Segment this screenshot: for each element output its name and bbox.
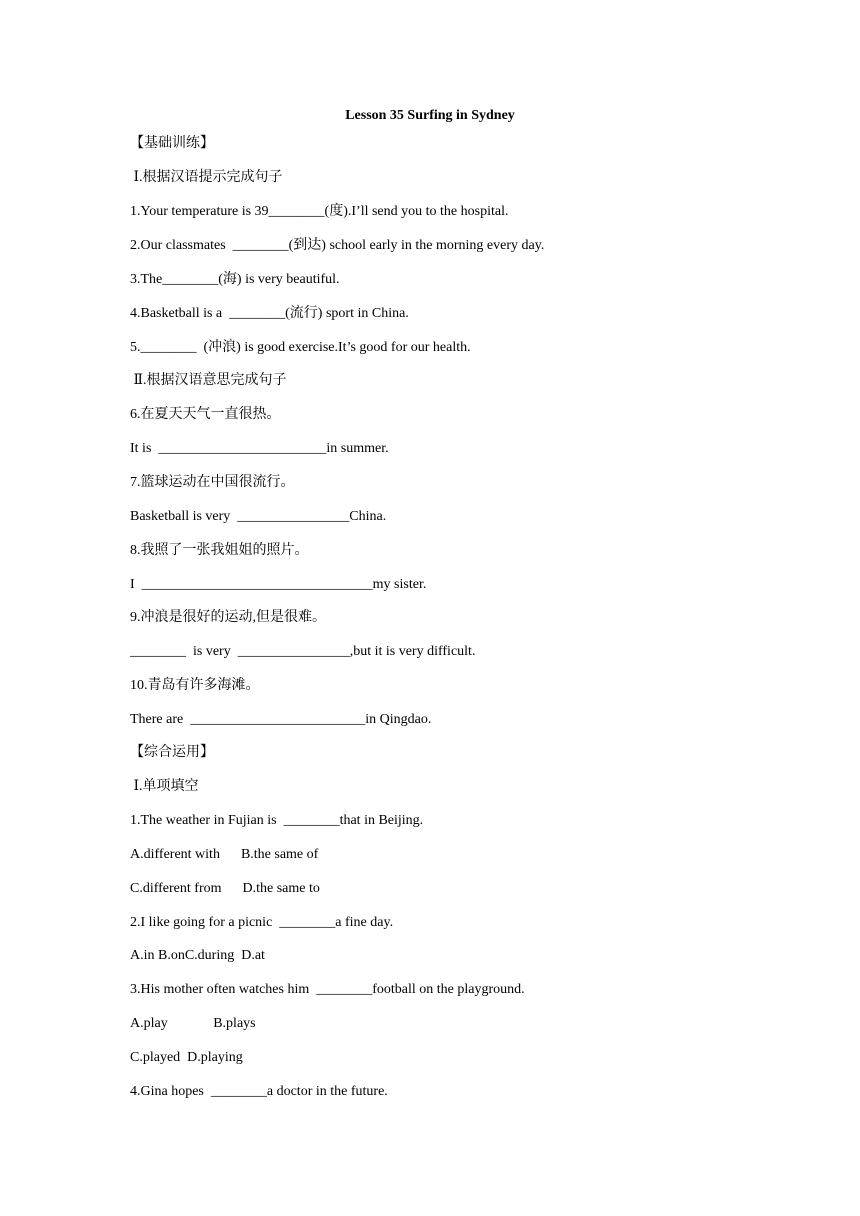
question-6-answer-line: It is ________________________in summer. — [130, 441, 389, 456]
question-1: 1.Your temperature is 39________(度).I’ll send you to the hospital. — [130, 204, 509, 219]
mc-question-3: 3.His mother often watches him ________football on the playground. — [130, 982, 525, 997]
question-10-answer-line: There are _________________________in Qingdao. — [130, 712, 432, 727]
part-heading-single-choice: Ⅰ.单项填空 — [130, 779, 199, 794]
question-9-prompt: 9.冲浪是很好的运动,但是很难。 — [130, 610, 326, 625]
question-6-prompt: 6.在夏天天气一直很热。 — [130, 407, 281, 422]
mc-question-2-options: A.in B.onC.during D.at — [130, 948, 265, 963]
question-10-prompt: 10.青岛有许多海滩。 — [130, 678, 260, 693]
question-4: 4.Basketball is a ________(流行) sport in China. — [130, 306, 409, 321]
document-title: Lesson 35 Surfing in Sydney — [345, 108, 515, 123]
part-heading-i: Ⅰ.根据汉语提示完成句子 — [130, 170, 283, 185]
mc-question-3-options-cd: C.played D.playing — [130, 1050, 243, 1065]
question-2: 2.Our classmates ________(到达) school early in the morning every day. — [130, 238, 545, 253]
question-5: 5.________ (冲浪) is good exercise.It’s good for our health. — [130, 340, 471, 355]
question-8-answer-line: I _________________________________my sister. — [130, 577, 427, 592]
mc-question-1-options-ab: A.different with B.the same of — [130, 847, 319, 862]
question-3: 3.The________(海) is very beautiful. — [130, 272, 340, 287]
mc-question-2: 2.I like going for a picnic ________a fine day. — [130, 915, 394, 930]
question-9-answer-line: ________ is very ________________,but it is very difficult. — [130, 644, 476, 659]
question-7-answer-line: Basketball is very ________________China. — [130, 509, 387, 524]
part-heading-ii: Ⅱ.根据汉语意思完成句子 — [130, 373, 287, 388]
mc-question-4: 4.Gina hopes ________a doctor in the future. — [130, 1084, 388, 1099]
mc-question-1: 1.The weather in Fujian is ________that in Beijing. — [130, 813, 424, 828]
question-8-prompt: 8.我照了一张我姐姐的照片。 — [130, 543, 309, 558]
mc-question-3-options-ab: A.play B.plays — [130, 1016, 256, 1031]
question-7-prompt: 7.篮球运动在中国很流行。 — [130, 475, 295, 490]
section-heading-basic-training: 【基础训练】 — [130, 136, 214, 151]
section-heading-comprehensive: 【综合运用】 — [130, 745, 214, 760]
mc-question-1-options-cd: C.different from D.the same to — [130, 881, 320, 896]
